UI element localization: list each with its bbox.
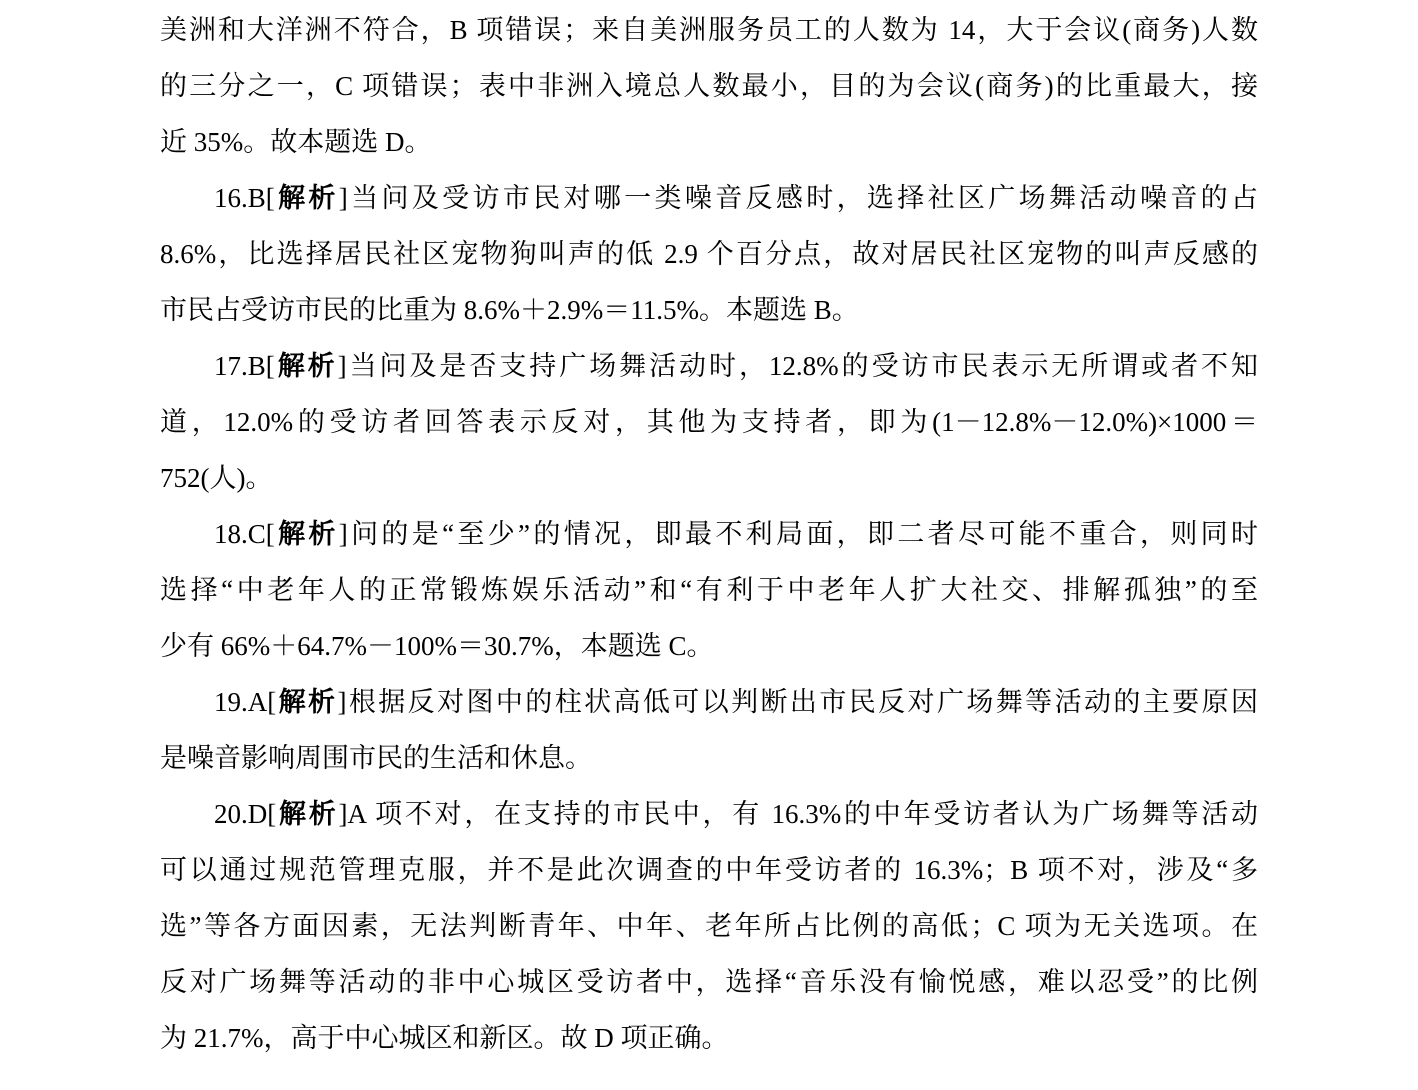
answer-15-continuation-paragraph (160, 2, 1258, 170)
text-line: 近 35%。故本题选 D。 (160, 127, 432, 157)
text-line: 为 21.7%，高于中心城区和新区。故 D 项正确。 (160, 1023, 729, 1053)
text-line: 可以通过规范管理克服，并不是此次调查的中年受访者的 16.3%；B 项不对，涉及“多 (160, 855, 1258, 885)
analysis-label: 解析 (276, 799, 339, 829)
analysis-label: 解析 (274, 183, 339, 213)
answer-number: 18.C[ (214, 519, 275, 549)
text-line: 是噪音影响周围市民的生活和休息。 (160, 743, 592, 773)
answer-text: ]当问及受访市民对哪一类噪音反感时，选择社区广场舞活动噪音的占 (338, 183, 1258, 213)
answer-number: 16.B[ (214, 183, 275, 213)
analysis-label: 解析 (274, 351, 338, 381)
text-line (160, 674, 1258, 730)
text-line (160, 338, 1258, 394)
answer-19-paragraph (160, 674, 1258, 786)
answer-text: ]A 项不对，在支持的市民中，有 16.3%的中年受访者认为广场舞等活动 (338, 799, 1258, 829)
text-line: 少有 66%＋64.7%－100%＝30.7%，本题选 C。 (160, 631, 714, 661)
answer-text: ]问的是“至少”的情况，即最不利局面，即二者尽可能不重合，则同时 (338, 519, 1258, 549)
text-line: 的三分之一，C 项错误；表中非洲入境总人数最小，目的为会议(商务)的比重最大，接 (160, 71, 1258, 101)
answer-18-paragraph (160, 506, 1258, 674)
text-line: 道，12.0%的受访者回答表示反对，其他为支持者，即为(1－12.8%－12.0%)×1000＝ (160, 407, 1258, 437)
text-line: 752(人)。 (160, 463, 273, 493)
text-line: 选择“中老年人的正常锻炼娱乐活动”和“有利于中老年人扩大社交、排解孤独”的至 (160, 575, 1258, 605)
answer-16-paragraph (160, 170, 1258, 338)
analysis-label: 解析 (276, 687, 338, 717)
text-line: 市民占受访市民的比重为 8.6%＋2.9%＝11.5%。本题选 B。 (160, 295, 859, 325)
text-line (160, 506, 1258, 562)
answer-text: ]根据反对图中的柱状高低可以判断出市民反对广场舞等活动的主要原因 (337, 687, 1258, 717)
answer-number: 20.D[ (214, 799, 277, 829)
text-line: 反对广场舞等活动的非中心城区受访者中，选择“音乐没有愉悦感，难以忍受”的比例 (160, 967, 1258, 997)
answer-explanations-text (160, 2, 1258, 1066)
analysis-label: 解析 (274, 519, 339, 549)
answer-20-paragraph (160, 786, 1258, 1066)
text-line: 选”等各方面因素，无法判断青年、中年、老年所占比例的高低；C 项为无关选项。在 (160, 911, 1258, 941)
text-line: 8.6%，比选择居民社区宠物狗叫声的低 2.9 个百分点，故对居民社区宠物的叫声反感的 (160, 239, 1258, 269)
text-line: 美洲和大洋洲不符合，B 项错误；来自美洲服务员工的人数为 14，大于会议(商务)人数 (160, 15, 1258, 45)
answer-number: 17.B[ (214, 351, 275, 381)
answer-number: 19.A[ (214, 687, 277, 717)
text-line (160, 786, 1258, 842)
answer-17-paragraph (160, 338, 1258, 506)
answer-text: ]当问及是否支持广场舞活动时，12.8%的受访市民表示无所谓或者不知 (337, 351, 1258, 381)
text-line (160, 170, 1258, 226)
